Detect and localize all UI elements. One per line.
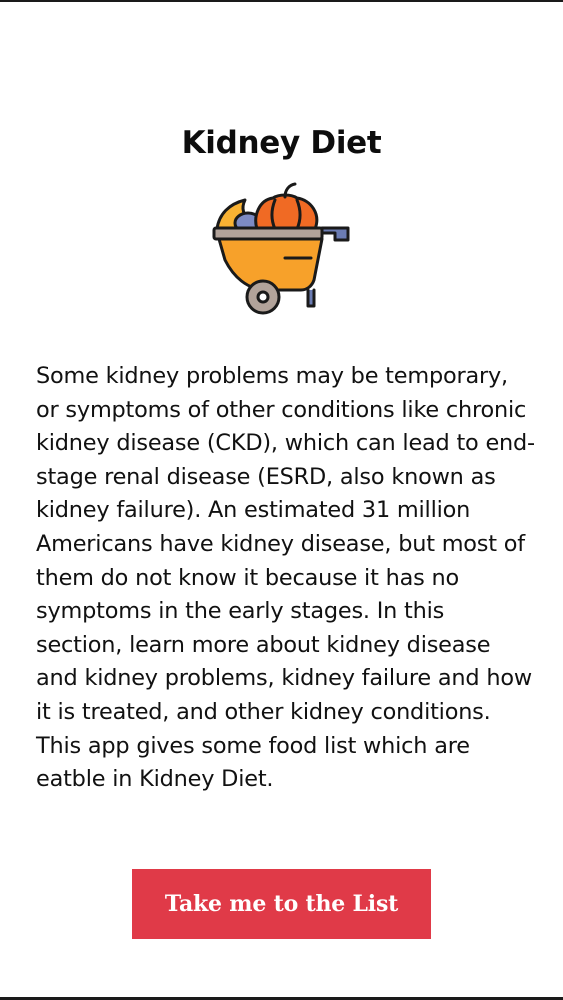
top-border xyxy=(0,0,563,2)
page-title: Kidney Diet xyxy=(181,124,382,161)
app-description: Some kidney problems may be temporary, or symptoms of other conditions like chronic kidney disease (CKD), which can lead to end-stage renal disease (ESRD, also known as kidney failure). An estimated 31 million Americans have kidney disease, but most of them do not know it because it has no symptoms in the early stages. In this section, learn more about kidney disease and kidney problems, kidney failure and how it is treated, and other kidney conditions. This app gives some food list which are eatble in Kidney Diet. xyxy=(36,363,535,793)
take-me-to-list-button[interactable]: Take me to the List xyxy=(132,869,431,939)
wheelbarrow-with-vegetables-icon xyxy=(211,180,353,316)
